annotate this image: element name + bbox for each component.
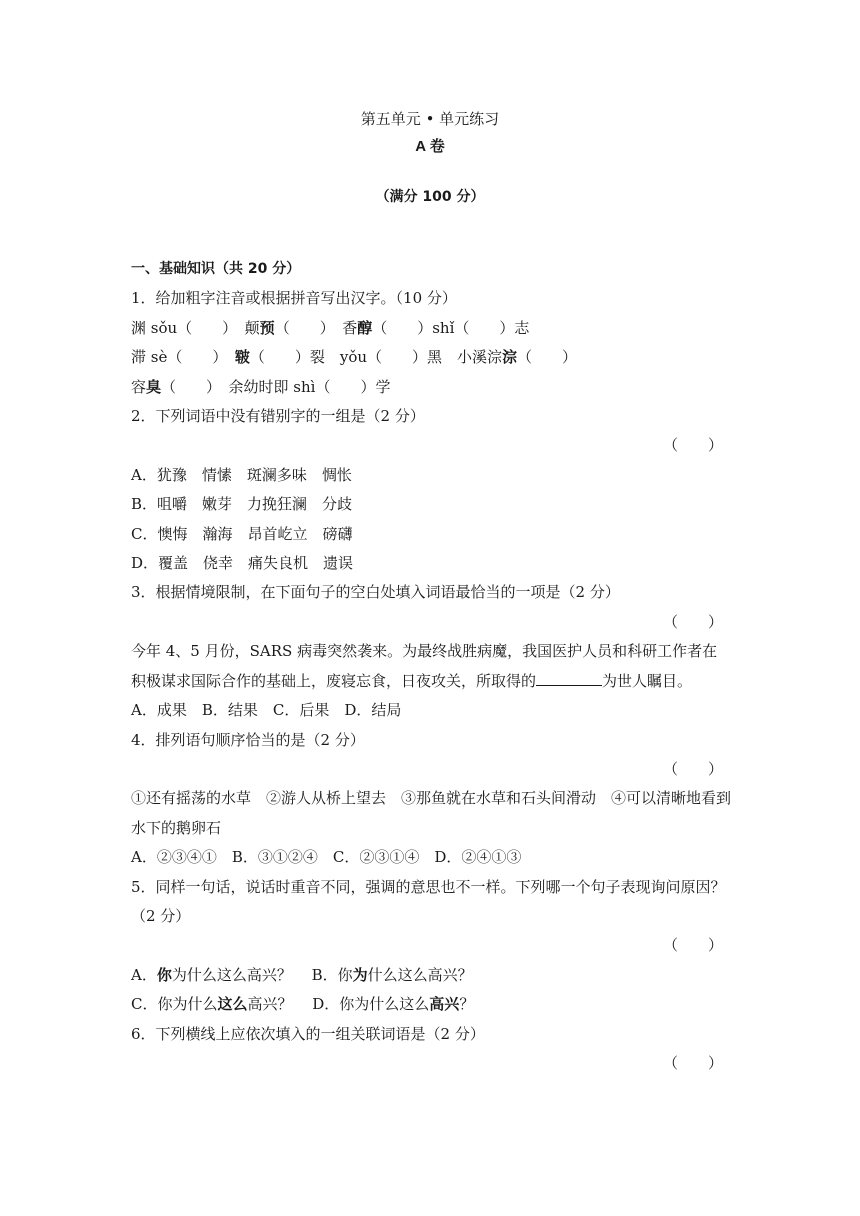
q5-options-cd: C．你为什么这么高兴？ D．你为什么这么高兴？ <box>131 995 475 1014</box>
q3-answer-paren: （ ） <box>662 612 723 631</box>
q3-stem: 3．根据情境限制，在下面句子的空白处填入词语最恰当的一项是（2 分） <box>131 583 620 602</box>
q3-passage: 今年 4、5 月份，SARS 病毒突然袭来。为最终战胜病魔，我国医护人员和科研工作者在积极谋求国际合作的基础上，废寝忘食，日夜攻关，所取得的 为世人瞩目。 <box>131 642 718 690</box>
q2-option-c: C．懊悔 瀚海 昂首屹立 磅礴 <box>131 524 353 543</box>
q5-options-ab: A．你为什么这么高兴？ B．你为什么这么高兴？ <box>131 965 473 984</box>
q2-stem: 2．下列词语中没有错别字的一组是（2 分） <box>131 407 425 426</box>
q1-row-3: 容臭（ ） 余幼时即 shì（ ）学 <box>131 377 391 396</box>
q5-answer-paren: （ ） <box>662 936 723 955</box>
q4-options: A．②③④① B．③①②④ C．②③①④ D．②④①③ <box>131 848 522 867</box>
section-heading: 一、基础知识（共 20 分） <box>131 261 301 277</box>
q6-stem: 6．下列横线上应依次填入的一组关联词语是（2 分） <box>131 1024 485 1043</box>
q2-answer-paren: （ ） <box>662 436 723 455</box>
q3-options: A．成果 B．结果 C．后果 D．结局 <box>131 701 402 720</box>
q4-answer-paren: （ ） <box>662 759 723 778</box>
q2-option-b: B．咀嚼 嫩芽 力挽狂澜 分歧 <box>131 495 353 514</box>
q1-stem: 1．给加粗字注音或根据拼音写出汉字。（10 分） <box>131 289 457 308</box>
q6-answer-paren: （ ） <box>662 1053 723 1072</box>
unit-title: 第五单元 • 单元练习 <box>360 110 500 128</box>
q4-passage: ①还有摇荡的水草 ②游人从桥上望去 ③那鱼就在水草和石头间滑动 ④可以清晰地看到水下的鹅卵石 <box>131 789 732 837</box>
paper-label: A 卷 <box>415 138 445 155</box>
q4-stem: 4．排列语句顺序恰当的是（2 分） <box>131 730 365 749</box>
fill-blank <box>536 667 602 686</box>
q5-stem: 5．同样一句话，说话时重音不同，强调的意思也不一样。下列哪一个句子表现询问原因？（2 分） <box>131 877 726 925</box>
q1-row-1: 渊 sǒu（ ） 颠预（ ） 香醇（ ）shǐ（ ）志 <box>131 318 530 337</box>
q2-option-d: D．覆盖 侥幸 痛失良机 遗误 <box>131 554 354 573</box>
q2-option-a: A．犹豫 情愫 斑澜多味 惆怅 <box>131 465 352 484</box>
full-score: （满分 100 分） <box>375 189 485 205</box>
q1-row-2: 滞 sè（ ） 皲（ ）裂 yǒu（ ）黑 小溪淙淙（ ） <box>131 348 578 367</box>
exam-body <box>131 255 731 1078</box>
